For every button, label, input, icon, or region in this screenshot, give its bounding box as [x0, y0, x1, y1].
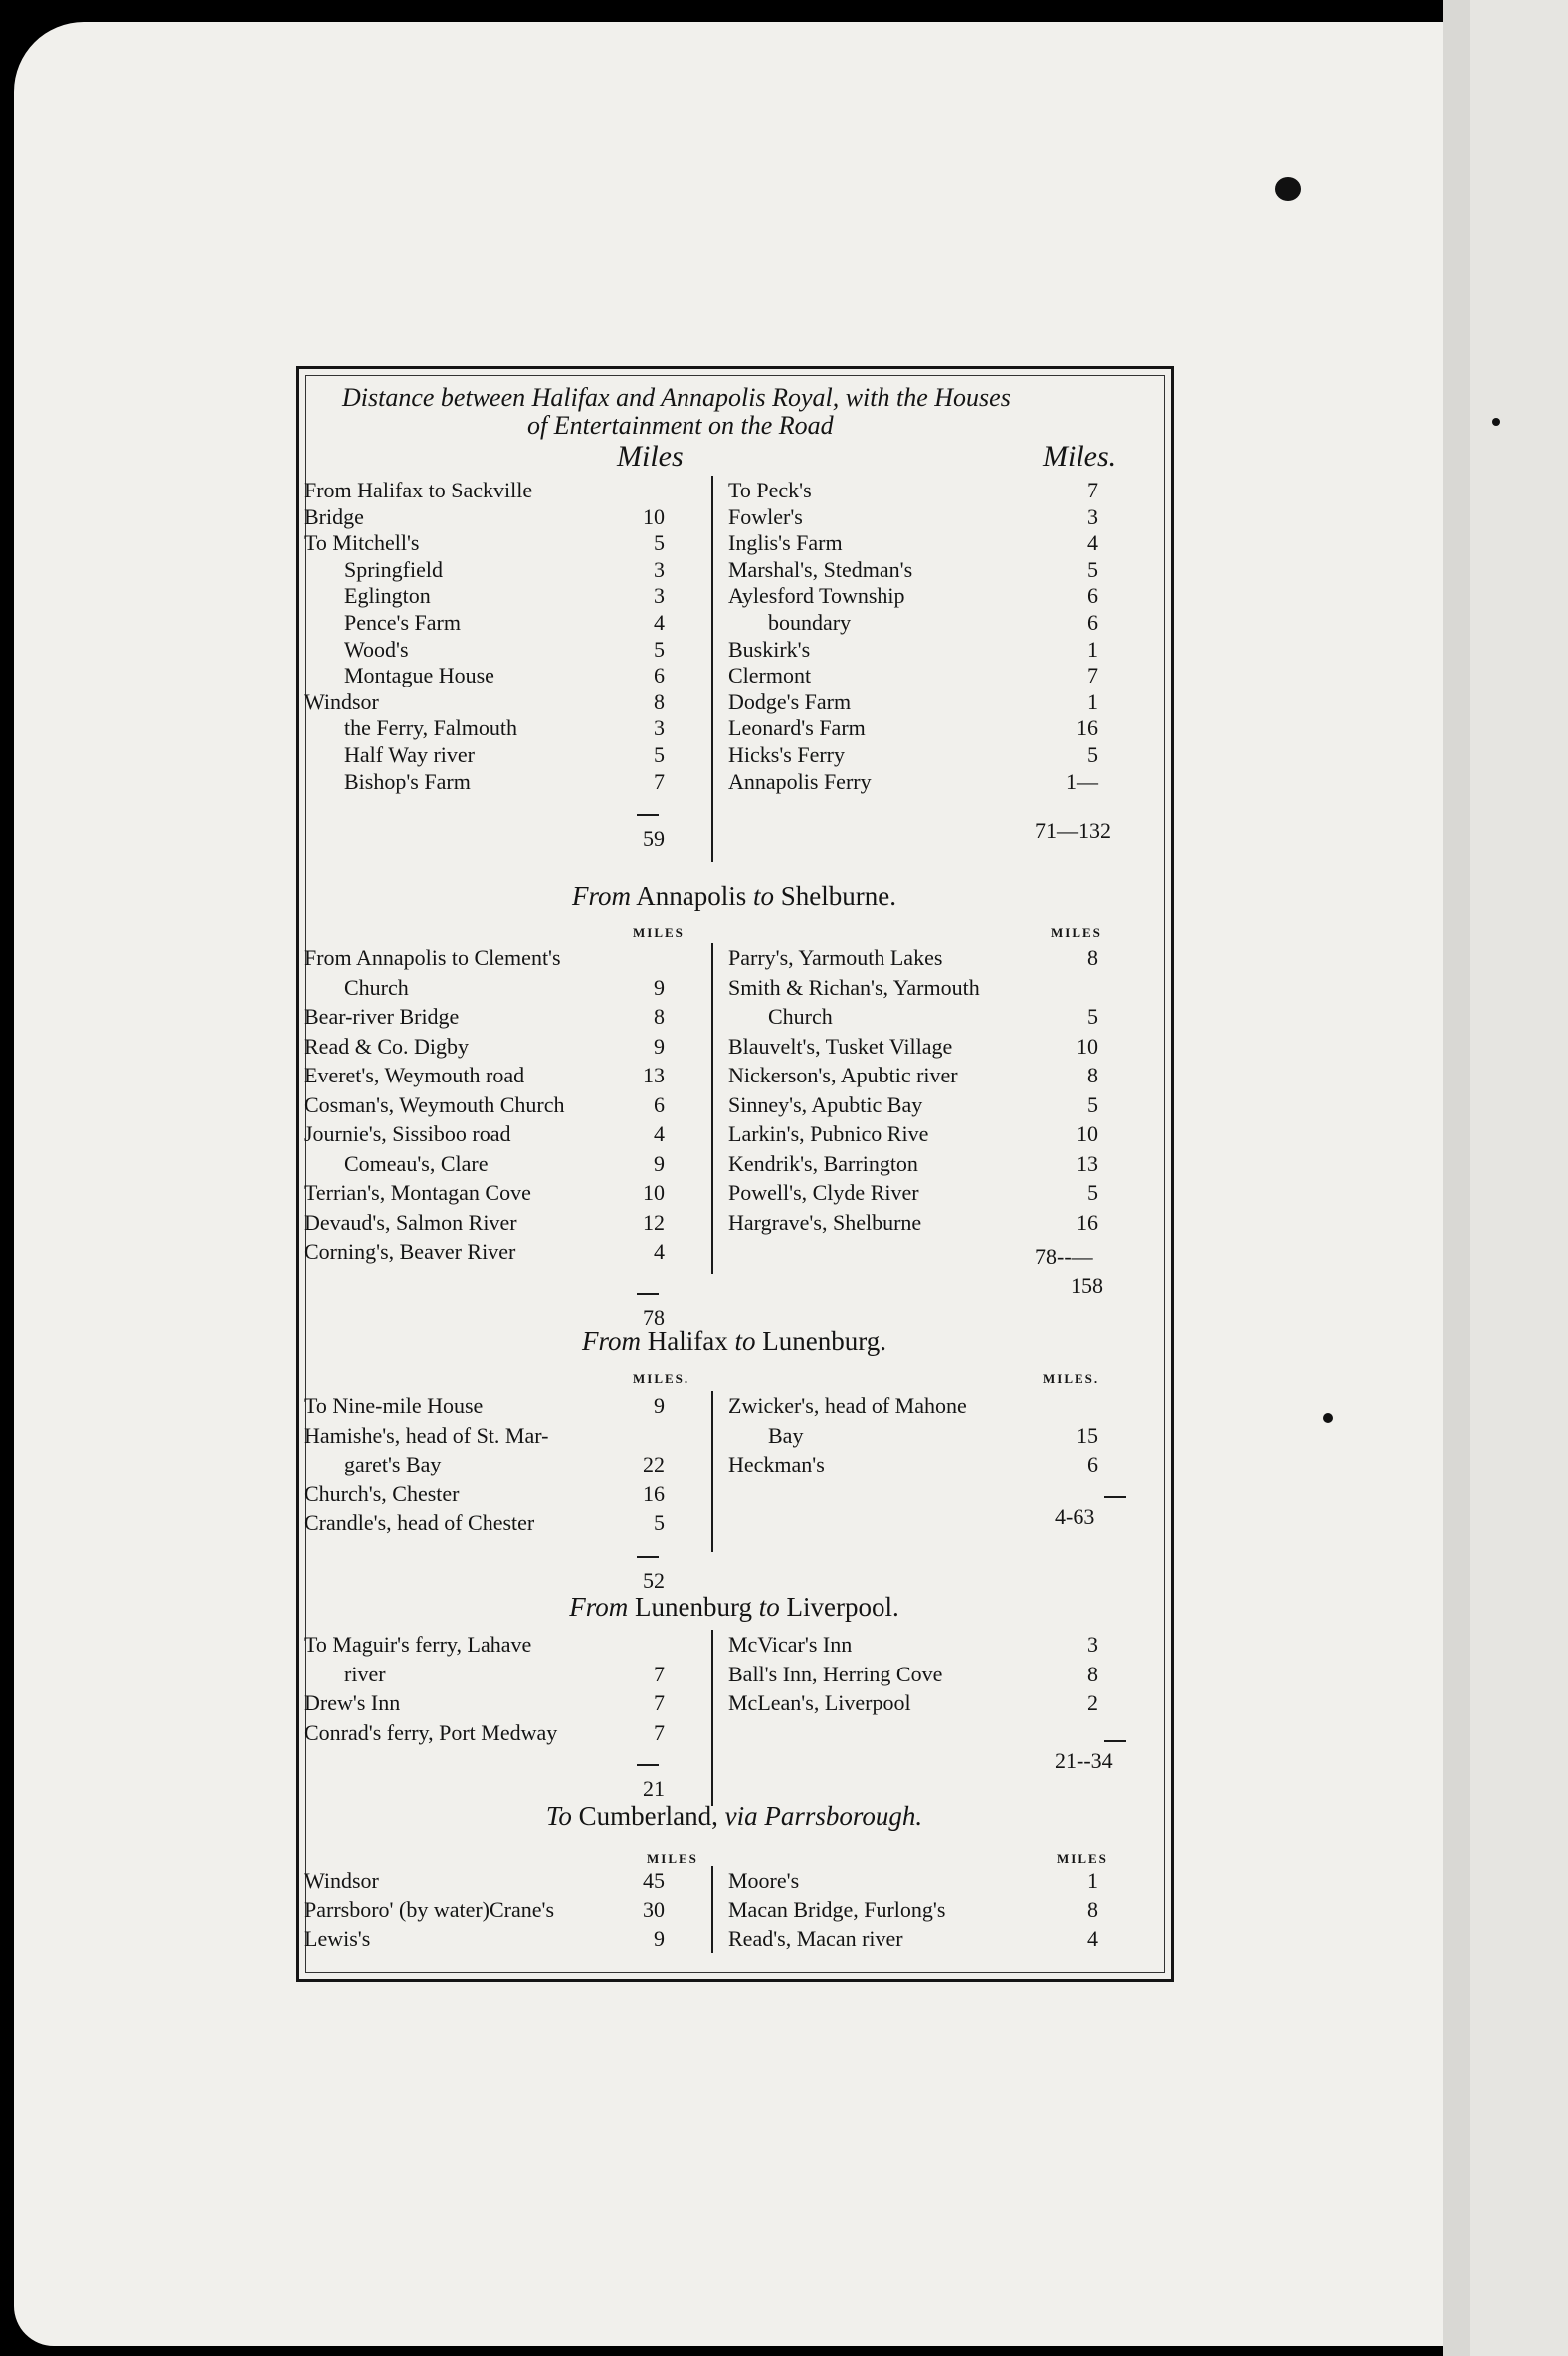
right-miles-value: 1 — [1087, 688, 1098, 714]
left-miles-value: 12 — [643, 1209, 665, 1235]
left-place-name: Parrsboro' (by water)Crane's — [304, 1897, 555, 1922]
left-place-name: garet's Bay — [344, 1452, 442, 1476]
right-place-name: Ball's Inn, Herring Cove — [728, 1661, 943, 1686]
right-miles-value: 3 — [1087, 1632, 1098, 1657]
left-total: 59 — [643, 826, 665, 851]
left-place-name: Bear-river Bridge — [304, 1004, 460, 1029]
right-place-name: Bay — [768, 1422, 804, 1448]
ink-speck — [1492, 418, 1500, 426]
left-miles-value: 4 — [654, 1239, 665, 1264]
left-place-name: Wood's — [344, 636, 409, 662]
right-place-name: Macan Bridge, Furlong's — [728, 1897, 946, 1922]
right-miles-value: 8 — [1087, 1897, 1098, 1922]
left-place-name: Windsor — [304, 1868, 379, 1893]
left-miles-value: 4 — [654, 1121, 665, 1146]
left-miles-value: 45 — [643, 1868, 665, 1893]
left-place-name: Devaud's, Salmon River — [304, 1209, 517, 1235]
total-rule — [1104, 1496, 1126, 1498]
right-miles-value: 6 — [1087, 1452, 1098, 1476]
table-title-line-1: Distance between Halifax and Annapolis Royal, with the Houses — [342, 383, 1011, 412]
book-spine — [1443, 0, 1470, 2356]
right-total: 21--34 — [1055, 1748, 1113, 1773]
right-miles-value: 10 — [1077, 1033, 1098, 1059]
left-miles-value: 8 — [654, 1004, 665, 1029]
right-place-name: Blauvelt's, Tusket Village — [728, 1033, 953, 1059]
left-total: 52 — [643, 1568, 665, 1593]
right-miles-value: 13 — [1077, 1150, 1098, 1176]
right-miles-value: 4 — [1087, 530, 1098, 556]
right-total: 158 — [1071, 1274, 1103, 1298]
right-place-name: Smith & Richan's, Yarmouth — [728, 974, 980, 1000]
right-total: 71—132 — [1035, 818, 1111, 843]
right-place-name: Annapolis Ferry — [728, 768, 872, 794]
column-divider — [711, 1630, 713, 1806]
left-miles-value: 9 — [654, 974, 665, 1000]
section-heading-part: Liverpool. — [786, 1592, 899, 1622]
left-place-name: Church's, Chester — [304, 1480, 460, 1506]
right-miles-value: 6 — [1087, 583, 1098, 609]
left-miles-value: 13 — [643, 1063, 665, 1087]
right-place-name: Powell's, Clyde River — [728, 1180, 919, 1205]
total-rule — [637, 1293, 659, 1295]
column-divider — [711, 1866, 713, 1953]
left-miles-value: 7 — [654, 1661, 665, 1686]
left-miles-value: 9 — [654, 1150, 665, 1176]
left-miles-value: 7 — [654, 768, 665, 794]
total-rule — [637, 814, 659, 816]
section-heading-part: To — [545, 1801, 572, 1831]
left-miles-value: 9 — [654, 1033, 665, 1059]
section-heading — [0, 1594, 1469, 1620]
left-miles-value: 16 — [643, 1480, 665, 1506]
right-place-name: Parry's, Yarmouth Lakes — [728, 945, 943, 970]
section-heading-part: via Parrsborough. — [724, 1801, 923, 1831]
left-place-name: To Mitchell's — [304, 530, 420, 556]
left-place-name: Drew's Inn — [304, 1690, 401, 1715]
right-place-name: Buskirk's — [728, 636, 811, 662]
section-heading-part: From — [571, 882, 631, 911]
right-place-name: Fowler's — [728, 503, 803, 529]
left-total: 78 — [643, 1305, 665, 1330]
section-heading — [0, 884, 1469, 909]
column-divider — [711, 943, 713, 1274]
right-miles-value: 1— — [1066, 768, 1098, 794]
right-place-name: Larkin's, Pubnico Rive — [728, 1121, 929, 1146]
left-miles-value: 10 — [643, 503, 665, 529]
ink-speck — [1275, 177, 1301, 201]
left-place-name: Half Way river — [344, 742, 475, 767]
left-miles-value: 10 — [643, 1180, 665, 1205]
left-place-name: Cosman's, Weymouth Church — [304, 1091, 565, 1117]
right-miles-value: 7 — [1087, 478, 1098, 502]
left-place-name: Conrad's ferry, Port Medway — [304, 1719, 558, 1745]
next-page-edge — [1470, 0, 1568, 2356]
left-place-name: the Ferry, Falmouth — [344, 715, 517, 741]
left-place-name: Pence's Farm — [344, 610, 461, 635]
section-heading-part: From — [582, 1326, 642, 1356]
right-place-name: Nickerson's, Apubtic river — [728, 1063, 958, 1087]
left-place-name: Journie's, Sissiboo road — [304, 1121, 511, 1146]
left-place-name: Bishop's Farm — [344, 768, 471, 794]
left-place-name: Eglington — [344, 583, 431, 609]
left-place-name: Comeau's, Clare — [344, 1150, 489, 1176]
column-header-miles-right: MILES — [1051, 925, 1102, 940]
right-miles-value: 2 — [1087, 1690, 1098, 1715]
right-miles-value: 7 — [1087, 663, 1098, 688]
left-place-name: river — [344, 1661, 386, 1686]
left-place-name: Read & Co. Digby — [304, 1033, 469, 1059]
right-miles-value: 1 — [1087, 636, 1098, 662]
right-miles-value: 15 — [1077, 1422, 1098, 1448]
right-miles-value: 4 — [1087, 1926, 1098, 1951]
right-miles-value: 8 — [1087, 1063, 1098, 1087]
left-place-name: Springfield — [344, 556, 443, 582]
left-place-name: Montague House — [344, 663, 494, 688]
column-header-miles-left: MILES. — [633, 1371, 690, 1386]
ink-speck — [1323, 1413, 1333, 1423]
left-place-name: To Maguir's ferry, Lahave — [304, 1632, 532, 1657]
column-header-miles-left: MILES — [647, 1851, 698, 1865]
right-miles-value: 10 — [1077, 1121, 1098, 1146]
section-heading-part: to — [753, 882, 775, 911]
left-miles-value: 22 — [643, 1452, 665, 1476]
column-header-miles-right: MILES. — [1043, 1371, 1100, 1386]
section-heading — [0, 1803, 1469, 1829]
section-heading-part: Annapolis — [636, 882, 747, 911]
left-place-name: Bridge — [304, 503, 364, 529]
left-place-name: Lewis's — [304, 1926, 371, 1951]
left-place-name: Windsor — [304, 688, 379, 714]
left-place-name: From Annapolis to Clement's — [304, 945, 561, 970]
left-place-name: Everet's, Weymouth road — [304, 1063, 525, 1087]
right-miles-value: 3 — [1087, 503, 1098, 529]
left-miles-value: 5 — [654, 530, 665, 556]
section-heading-part: Lunenburg — [635, 1592, 752, 1622]
section-heading-part: From — [569, 1592, 629, 1622]
left-place-name: Church — [344, 974, 409, 1000]
column-header-miles-right: MILES — [1057, 1851, 1108, 1865]
total-rule — [637, 1764, 659, 1766]
column-header-miles-right: Miles. — [1043, 440, 1117, 473]
right-place-name: Heckman's — [728, 1452, 825, 1476]
left-miles-value: 3 — [654, 583, 665, 609]
right-miles-value: 5 — [1087, 556, 1098, 582]
left-place-name: Hamishe's, head of St. Mar- — [304, 1422, 549, 1448]
right-place-name: To Peck's — [728, 478, 812, 502]
left-place-name: From Halifax to Sackville — [304, 478, 533, 502]
left-miles-value: 5 — [654, 1510, 665, 1535]
right-place-name: Inglis's Farm — [728, 530, 843, 556]
right-miles-value: 16 — [1077, 715, 1098, 741]
right-subtotal: 78--— — [1035, 1244, 1093, 1269]
left-miles-value: 7 — [654, 1690, 665, 1715]
right-place-name: McLean's, Liverpool — [728, 1690, 911, 1715]
left-miles-value: 9 — [654, 1393, 665, 1418]
left-place-name: To Nine-mile House — [304, 1393, 484, 1418]
total-rule — [637, 1556, 659, 1558]
right-miles-value: 5 — [1087, 1004, 1098, 1029]
section-heading-part: to — [734, 1326, 756, 1356]
right-place-name: Read's, Macan river — [728, 1926, 903, 1951]
column-header-miles-left: Miles — [617, 440, 684, 473]
right-miles-value: 6 — [1087, 610, 1098, 635]
right-place-name: Church — [768, 1004, 833, 1029]
right-miles-value: 8 — [1087, 1661, 1098, 1686]
left-total: 21 — [643, 1776, 665, 1801]
left-place-name: Terrian's, Montagan Cove — [304, 1180, 531, 1205]
left-place-name: Corning's, Beaver River — [304, 1239, 516, 1264]
right-total: 4-63 — [1055, 1504, 1095, 1529]
right-miles-value: 5 — [1087, 1091, 1098, 1117]
left-place-name: Crandle's, head of Chester — [304, 1510, 535, 1535]
column-divider — [711, 1391, 713, 1552]
table-title-line-2: of Entertainment on the Road — [527, 411, 834, 440]
right-place-name: Leonard's Farm — [728, 715, 866, 741]
right-place-name: Dodge's Farm — [728, 688, 852, 714]
section-heading-part: to — [758, 1592, 780, 1622]
right-place-name: Zwicker's, head of Mahone — [728, 1393, 967, 1418]
right-miles-value: 8 — [1087, 945, 1098, 970]
right-place-name: Hicks's Ferry — [728, 742, 846, 767]
left-miles-value: 8 — [654, 688, 665, 714]
left-miles-value: 3 — [654, 715, 665, 741]
section-heading-part: Shelburne. — [780, 882, 896, 911]
right-place-name: McVicar's Inn — [728, 1632, 853, 1657]
right-place-name: Sinney's, Apubtic Bay — [728, 1091, 923, 1117]
right-miles-value: 1 — [1087, 1868, 1098, 1893]
left-miles-value: 6 — [654, 1091, 665, 1117]
left-miles-value: 30 — [643, 1897, 665, 1922]
section-heading-part: Lunenburg. — [762, 1326, 886, 1356]
left-miles-value: 6 — [654, 663, 665, 688]
section-heading-part: Cumberland, — [578, 1801, 718, 1831]
section-heading — [0, 1328, 1469, 1354]
right-miles-value: 5 — [1087, 742, 1098, 767]
left-miles-value: 7 — [654, 1719, 665, 1745]
column-header-miles-left: MILES — [633, 925, 685, 940]
left-miles-value: 9 — [654, 1926, 665, 1951]
total-rule — [1104, 1740, 1126, 1742]
left-miles-value: 3 — [654, 556, 665, 582]
right-place-name: Clermont — [728, 663, 812, 688]
left-miles-value: 4 — [654, 610, 665, 635]
right-place-name: boundary — [768, 610, 852, 635]
right-miles-value: 16 — [1077, 1209, 1098, 1235]
right-place-name: Marshal's, Stedman's — [728, 556, 913, 582]
section-heading-part: Halifax — [647, 1326, 728, 1356]
right-place-name: Aylesford Township — [728, 583, 905, 609]
right-miles-value: 5 — [1087, 1180, 1098, 1205]
right-place-name: Hargrave's, Shelburne — [728, 1209, 922, 1235]
left-miles-value: 5 — [654, 636, 665, 662]
column-divider — [711, 476, 713, 862]
right-place-name: Kendrik's, Barrington — [728, 1150, 918, 1176]
left-miles-value: 5 — [654, 742, 665, 767]
right-place-name: Moore's — [728, 1868, 800, 1893]
